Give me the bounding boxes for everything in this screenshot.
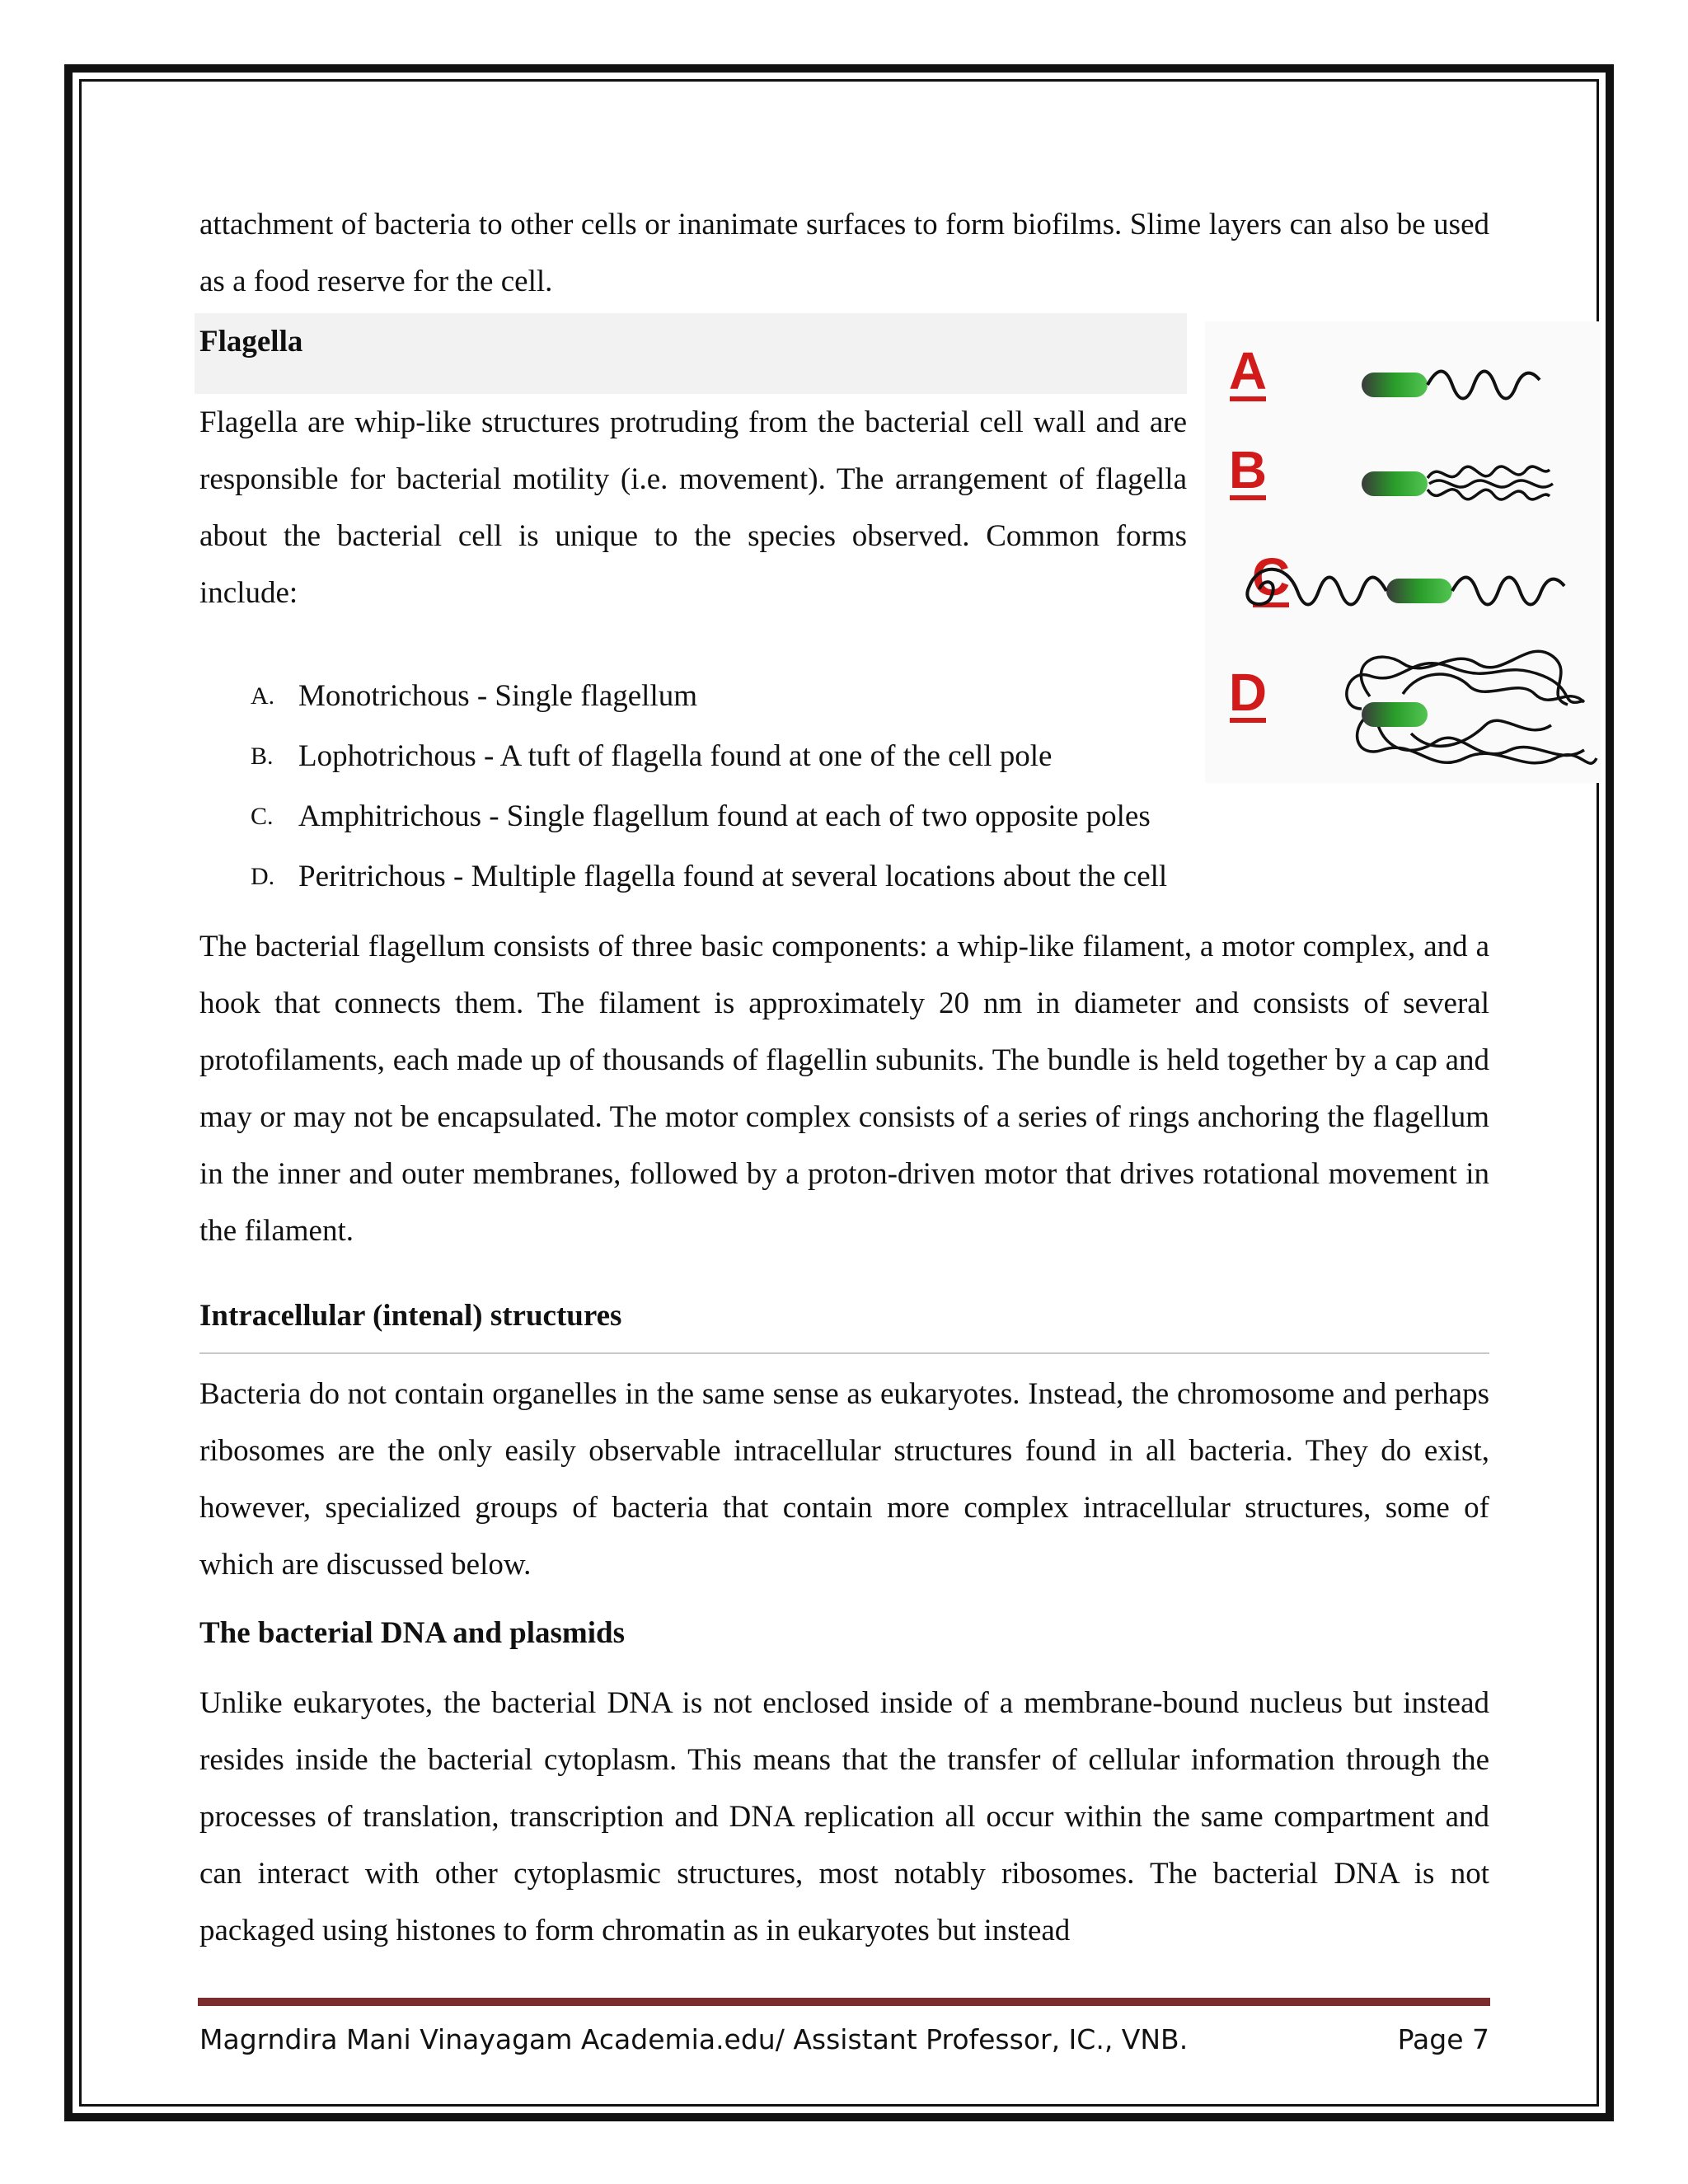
dna-heading: The bacterial DNA and plasmids: [199, 1616, 626, 1650]
list-item-text: Lophotrichous - A tuft of flagella found at one of the cell pole: [298, 739, 1053, 773]
list-marker: C.: [251, 803, 274, 830]
flagellum-components-paragraph: The bacterial flagellum consists of three basic components: a whip-like filament, a motor complex, and a hook that connects them. The filament is approximately 20 nm in diameter and consists of several protofilaments, each made up of thousands of flagellin subunits. The bundle is held together by a cap and may or may not be encapsulated. The motor complex consists of a series of rings anchoring the flagellum in the inner and outer membranes, followed by a proton-driven motor that drives rotational movement in the filament.: [199, 930, 1489, 1248]
figure-label-d: D: [1228, 663, 1268, 722]
list-item-text: Monotrichous - Single flagellum: [298, 679, 698, 713]
page-footer: [199, 2011, 1489, 2069]
cell-b: [1362, 471, 1428, 496]
intracellular-heading: Intracellular (intenal) structures: [199, 1287, 1489, 1354]
list-item: [199, 726, 1489, 786]
figure-label-a: A: [1228, 341, 1268, 401]
figure-label-c: C: [1251, 547, 1291, 607]
intracellular-paragraph: Bacteria do not contain organelles in the same sense as eukaryotes. Instead, the chromosome and perhaps ribosomes are the only easily observable intracellular structures found in all bacteria. They do exist, however, specialized groups of bacteria that contain more complex intracellular structures, some of which are discussed below.: [199, 1377, 1489, 1582]
intro-paragraph: attachment of bacteria to other cells or inanimate surfaces to form biofilms. Slime layers can also be used as a food reserve for the cell.: [199, 208, 1489, 298]
dna-paragraph: Unlike eukaryotes, the bacterial DNA is not enclosed inside of a membrane-bound nucleus but instead resides inside the bacterial cytoplasm. This means that the transfer of cellular information through the processes of translation, transcription and DNA replication all occur within the same compartment and can interact with other cytoplasmic structures, most notably ribosomes. The bacterial DNA is not packaged using histones to form chromatin as in eukaryotes but instead: [199, 1686, 1489, 1947]
list-marker: A.: [251, 682, 275, 710]
cell-c: [1386, 579, 1452, 603]
list-item-text: Amphitrichous - Single flagellum found at each of two opposite poles: [298, 799, 1151, 833]
flagella-heading: Flagella: [195, 313, 1187, 394]
list-item: [199, 786, 1489, 846]
cell-a: [1362, 373, 1428, 397]
flagella-forms-list: [199, 666, 1489, 907]
footer-rule: [198, 1998, 1490, 2006]
list-item: [199, 846, 1489, 907]
flagella-paragraph: Flagella are whip-like structures protruding from the bacterial cell wall and are responsible for bacterial motility (i.e. movement). The arrangement of flagella about the bacterial cell is unique to the species observed. Common forms include:: [199, 405, 1187, 610]
page-number: Page 7: [1397, 2023, 1489, 2055]
figure-label-b: B: [1228, 440, 1268, 499]
list-item-text: Peritrichous - Multiple flagella found at several locations about the cell: [298, 860, 1168, 893]
page-content: [199, 196, 1489, 1959]
flagella-text-column: [199, 313, 1187, 621]
footer-author: Magrndira Mani Vinayagam Academia.edu/ Assistant Professor, IC., VNB.: [199, 2023, 1189, 2055]
list-item: [199, 666, 1489, 726]
list-marker: B.: [251, 743, 274, 770]
list-marker: D.: [251, 863, 275, 890]
